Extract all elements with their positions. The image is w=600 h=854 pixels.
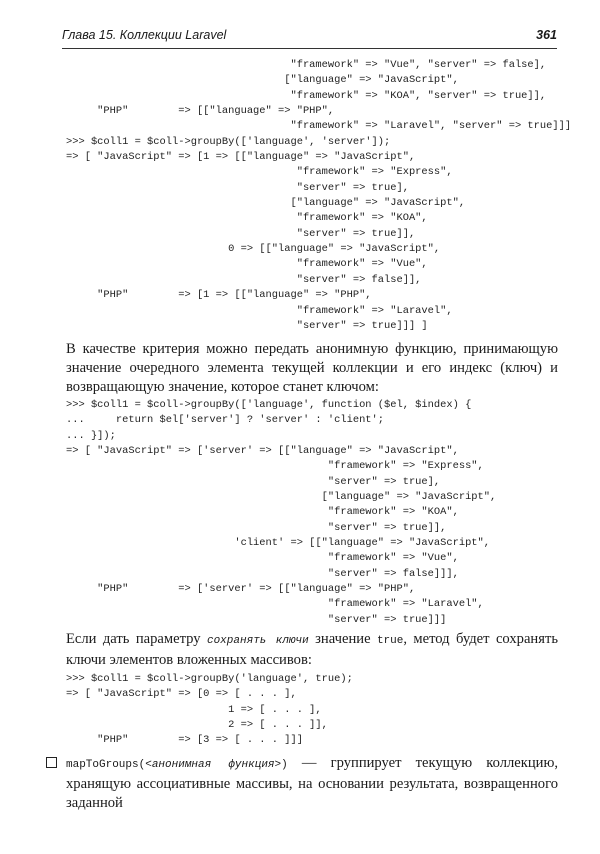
code-line: "PHP" => [3 => [ . . . ]]] [66,734,303,747]
code-line: "framework" => "Vue", "server" => false], [66,59,547,71]
code-line: "server" => true]], [66,521,447,534]
code-line: ... return $el['server'] ? 'server' : 'client'; [66,414,385,427]
paragraph-preserve-keys [66,630,558,670]
code-line: ... }]); [66,429,116,442]
page-header [62,28,557,49]
text-run: Если дать параметру [66,631,207,647]
code-line: ["language" => "JavaScript", [66,197,466,210]
code-block-groupby-preserve [66,672,353,749]
code-line: "framework" => "Vue", [66,552,459,565]
code-line: 'client' => [["language" => "JavaScript", [66,537,491,550]
param-name: сохранять ключи [206,635,309,647]
method-close: ) [281,759,288,771]
text-run: — группирует текущую коллекцию, хранящую ассоциативные массивы, на основании результата, возвращенного заданной [66,755,558,811]
code-line: "framework" => "KOA", [66,506,459,519]
page-number: 361 [536,28,557,42]
code-block-groupby-closure [66,398,496,628]
code-line: "framework" => "KOA", "server" => true]], [66,89,547,102]
code-line: "framework" => "Laravel", "server" => true]]] [66,120,572,133]
code-line: 0 => [["language" => "JavaScript", [66,243,441,256]
code-line: => [ "JavaScript" => [1 => [["language" => "JavaScript", [66,151,416,164]
code-line: "server" => true]], [66,227,416,240]
code-line: "framework" => "Laravel", [66,304,453,317]
method-argument: <анонимная функция> [145,759,282,771]
paragraph-anonymous-function: В качестве критерия можно передать анонимную функцию, принимающую значение очередного элемента текущей коллекции и его индекс (ключ) и возвращающую значение, которое станет ключом: [66,341,558,395]
text-run: значение [308,631,377,647]
code-line: ["language" => "JavaScript", [66,491,497,504]
code-line: 2 => [ . . . ]], [66,719,328,732]
code-line: "server" => false]], [66,273,422,286]
code-line: "framework" => "Laravel", [66,598,484,611]
code-line: "framework" => "Express", [66,460,484,473]
code-line: => [ "JavaScript" => [0 => [ . . . ], [66,688,297,701]
code-line: "PHP" => [1 => [["language" => "PHP", [66,289,372,302]
code-line: 1 => [ . . . ], [66,703,322,716]
code-line: "server" => false]]], [66,567,459,580]
inline-code-true: true [376,635,404,647]
code-line: >>> $coll1 = $coll->groupBy('language', true); [66,673,353,685]
code-block-groupby-multi [66,58,571,334]
code-line: >>> $coll1 = $coll->groupBy(['language', function ($el, $index) { [66,399,472,411]
code-line: => [ "JavaScript" => ['server' => [["language" => "JavaScript", [66,445,459,458]
method-name: mapToGroups( [66,759,146,771]
paragraph-maptogroups [66,754,558,813]
chapter-title: Глава 15. Коллекции Laravel [62,28,227,42]
code-line: "server" => true], [66,181,409,194]
code-line: "server" => true], [66,475,441,488]
code-line: "PHP" => ['server' => [["language" => "PHP", [66,583,416,596]
checkbox-bullet-icon [46,757,57,768]
code-line: "PHP" => [["language" => "PHP", [66,105,335,118]
code-line: >>> $coll1 = $coll->groupBy(['language', 'server']); [66,135,391,148]
code-line: "framework" => "KOA", [66,212,428,225]
code-line: "framework" => "Vue", [66,258,428,271]
text-run: , метод будет сохранять ключи элементов вложенных массивов: [66,631,558,668]
code-line: "framework" => "Express", [66,166,453,179]
code-line: "server" => true]]] ] [66,319,428,332]
code-line: ["language" => "JavaScript", [66,74,459,87]
code-line: "server" => true]]] [66,613,447,626]
